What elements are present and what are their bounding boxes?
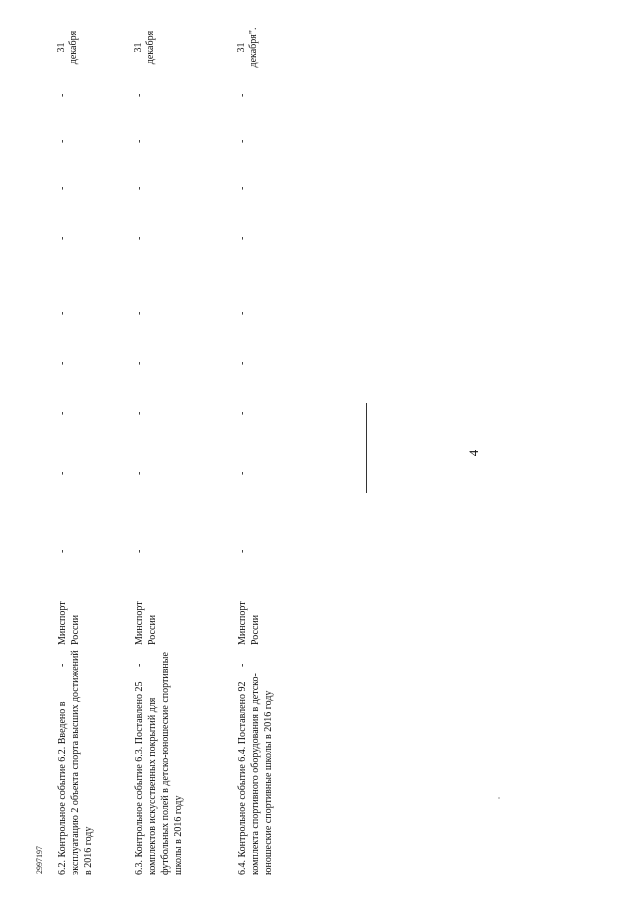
dash-cell: - xyxy=(57,361,68,365)
responsible-cell: Минспорт России xyxy=(237,601,261,645)
dash-cell: - xyxy=(237,549,248,553)
document-id: 2997197 xyxy=(35,846,44,874)
dash-cell: - xyxy=(57,139,68,143)
responsible-cell: Минспорт России xyxy=(134,601,158,645)
dash-cell: - xyxy=(57,549,68,553)
dash-cell: - xyxy=(237,663,248,667)
dash-cell: - xyxy=(134,93,145,97)
dash-cell: - xyxy=(57,411,68,415)
deadline-cell: 31 декабря xyxy=(133,30,156,65)
dash-cell: - xyxy=(134,311,145,315)
dash-cell: - xyxy=(134,411,145,415)
dash-cell: - xyxy=(134,236,145,240)
responsible-cell: Минспорт России xyxy=(57,601,81,645)
dash-cells xyxy=(56,0,69,905)
dash-cell: - xyxy=(237,311,248,315)
dash-cell: - xyxy=(237,471,248,475)
dash-cell: - xyxy=(237,186,248,190)
event-text: 6.3. Контрольное событие 6.3. Поставлено 25 комплектов искусственных покрытий для футбольных полей в детско-юношеские спортивные школы в 2016 году xyxy=(134,652,184,875)
dash-cell: - xyxy=(237,411,248,415)
dash-cell: - xyxy=(134,186,145,190)
page-number: 4 xyxy=(466,449,481,457)
dash-cell: - xyxy=(134,663,145,667)
dash-cell: - xyxy=(57,311,68,315)
dash-cell: - xyxy=(57,236,68,240)
dash-cell: - xyxy=(134,549,145,553)
event-text: 6.2. Контрольное событие 6.2. Введено в эксплуатацию 2 объекта спорта высших достижений в 2016 году xyxy=(57,650,94,875)
dash-cell: - xyxy=(237,93,248,97)
dash-cell: - xyxy=(57,186,68,190)
dash-cell: - xyxy=(134,139,145,143)
dash-cell: - xyxy=(57,471,68,475)
dash-cells xyxy=(133,0,146,905)
event-text: 6.4. Контрольное событие 6.4. Поставлено 92 комплекта спортивного оборудования в детско-юношеские спортивные школы в 2016 году xyxy=(237,673,274,875)
dash-cell: - xyxy=(237,236,248,240)
dash-cells xyxy=(236,0,249,905)
dash-cell: - xyxy=(237,361,248,365)
dash-cell: - xyxy=(57,663,68,667)
dash-cell: - xyxy=(237,139,248,143)
dash-cell: - xyxy=(134,471,145,475)
deadline-cell: 31 декабря xyxy=(56,30,79,65)
dash-cell: - xyxy=(134,361,145,365)
deadline-cell: 31 декабря". xyxy=(236,27,259,68)
dash-cell: - xyxy=(57,93,68,97)
